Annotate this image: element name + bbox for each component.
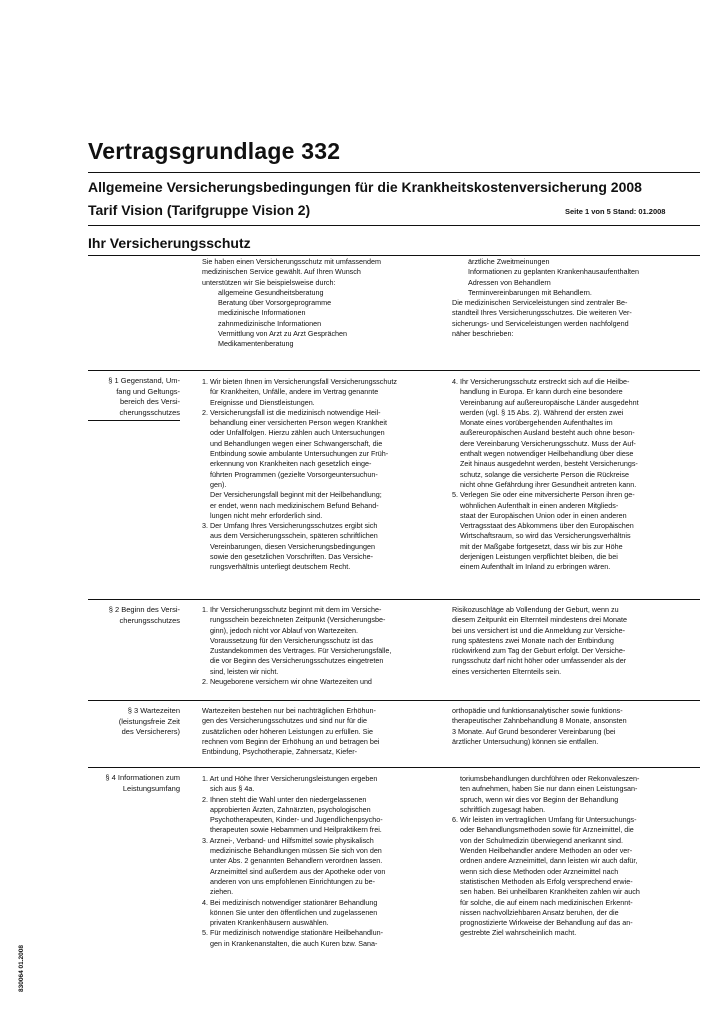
section-divider bbox=[88, 370, 700, 371]
document-title: Vertragsgrundlage 332 bbox=[88, 138, 341, 164]
text-line: rung spätestens zwei Monate nach der Entbindung bbox=[452, 635, 614, 645]
text-line: lungen nicht mehr erforderlich sind. bbox=[210, 510, 323, 520]
list-item: zahnmedizinische Informationen bbox=[218, 318, 322, 328]
text-line: sind, leisten wir nicht. bbox=[210, 666, 279, 676]
text-line: mit der Maßgabe fortgesetzt, dass wir bis zur Höhe bbox=[460, 541, 623, 551]
text-line: Die medizinischen Serviceleistungen sind zentraler Be- bbox=[452, 298, 628, 308]
text-line: sich aus § 4a. bbox=[210, 784, 255, 794]
text-line: eines versicherten Elternteils sein. bbox=[452, 666, 562, 676]
text-line: sen haben. Bei unheilbaren Krankheiten zahlen wir auch bbox=[460, 887, 640, 897]
section-1-left bbox=[202, 377, 397, 573]
section-label-2 bbox=[88, 605, 180, 626]
text-line: gen des Versicherungsschutzes und sind nur für die bbox=[202, 716, 368, 726]
text-line: 3 Monate. Auf Grund besonderer Vereinbarung (bei bbox=[452, 726, 616, 736]
text-line: therapeuten sowie Hebammen und Heilpraktikern frei. bbox=[210, 825, 382, 835]
label-line: § 1 Gegenstand, Um- bbox=[108, 376, 180, 385]
text-line: nicht ohne Gefährdung ihrer Gesundheit antreten kann. bbox=[460, 479, 637, 489]
text-line: Vereinbarung auf außereuropäische Länder ausgedehnt bbox=[460, 397, 639, 407]
section-title: Ihr Versicherungsschutz bbox=[88, 235, 251, 251]
text-line: medizinische Behandlungen müssen Sie sich von den bbox=[210, 846, 382, 856]
text-line: rückwirkend zum Tag der Geburt erfolgt. Der Versiche- bbox=[452, 646, 626, 656]
list-item: Terminvereinbarungen mit Behandlern. bbox=[468, 287, 592, 297]
text-line: Wartezeiten bestehen nur bei nachträglichen Erhöhun- bbox=[202, 706, 376, 715]
section-4-left bbox=[202, 774, 385, 949]
text-line: enthalt wegen notwendiger Heilbehandlung über diese bbox=[460, 449, 634, 459]
text-line: prognostizierte Wirkweise der Behandlung auf das an- bbox=[460, 918, 633, 928]
text-line: ginn), jedoch nicht vor Ablauf von Wartezeiten. bbox=[210, 625, 358, 635]
text-line: Monate eines vorübergehenden Aufenthaltes im bbox=[460, 418, 613, 428]
label-line: § 3 Wartezeiten bbox=[127, 706, 180, 715]
text-line: einem Aufenthalt im Inland zu erbringen wären. bbox=[460, 562, 611, 572]
text-line: ärztlicher Untersuchung) können sie entfallen. bbox=[452, 736, 599, 746]
text-line: von der Schulmedizin überwiegend anerkannt sind. bbox=[460, 835, 624, 845]
text-line: rungsverhältnis unterliegt deutschem Recht. bbox=[210, 562, 351, 572]
text-line: rechnen vom Beginn der Erhöhung an und betragen bei bbox=[202, 736, 380, 746]
tarif-rule bbox=[88, 225, 700, 226]
label-line: cherungsschutzes bbox=[119, 407, 180, 417]
text-line: Entbindung, Psychotherapie, Zahnersatz, Kiefer- bbox=[202, 747, 358, 757]
list-item: medizinische Informationen bbox=[218, 308, 306, 318]
text-line: Psychotherapeuten, Kinder- und Jugendlichenpsycho- bbox=[210, 815, 383, 825]
text-line: können Sie unter den öffentlichen und zugelassenen bbox=[210, 907, 378, 917]
text-line: therapeutischer Zahnbehandlung 8 Monate, ansonsten bbox=[452, 716, 627, 726]
label-line: cherungsschutzes bbox=[119, 615, 180, 625]
text-line: 5. Verlegen Sie oder eine mitversicherte Person ihren ge- bbox=[452, 490, 635, 500]
text-line: Der Versicherungsfall beginnt mit der Heilbehandlung; bbox=[210, 490, 382, 500]
text-line: sowie den gesetzlichen Vorschriften. Das Versiche- bbox=[210, 552, 373, 562]
text-line: oder Unfallfolgen. Hierzu zählen auch Untersuchungen bbox=[210, 428, 385, 438]
text-line: Wirtschaftsraum, so wird das Versicherungsverhältnis bbox=[460, 531, 631, 541]
margin-code: 830064 01.2008 bbox=[18, 945, 25, 992]
label-line: Leistungsumfang bbox=[122, 783, 180, 793]
label-line: § 4 Informationen zum bbox=[105, 773, 180, 782]
text-line: staat der Europäischen Union oder in einen anderen bbox=[460, 510, 627, 520]
section-1-right bbox=[452, 377, 639, 573]
text-line: gen). bbox=[210, 479, 227, 489]
section-label-3 bbox=[88, 706, 180, 738]
section-3-left bbox=[202, 706, 379, 757]
text-line: diesem Zeitpunkt ein Elternteil mindestens drei Monate bbox=[452, 615, 627, 625]
text-line: Sie haben einen Versicherungsschutz mit umfassendem bbox=[202, 257, 381, 266]
text-line: Voraussetzung für den Versicherungsschutz ist das bbox=[210, 635, 374, 645]
text-line: Arzneimittel sind außerdem aus der Apotheke oder von bbox=[210, 866, 386, 876]
list-item: ärztliche Zweitmeinungen bbox=[468, 257, 550, 266]
section-rule bbox=[88, 255, 700, 256]
text-line: 1. Wir bieten Ihnen im Versicherungsfall Versicherungsschutz bbox=[202, 377, 397, 386]
text-line: oder Behandlungsmethoden sowie für Arzneimittel, die bbox=[460, 825, 634, 835]
section-label-4 bbox=[88, 773, 180, 794]
label-line: fang und Geltungs- bbox=[116, 386, 180, 396]
text-line: erkennung von Krankheiten nach gesetzlich einge- bbox=[210, 459, 372, 469]
section-divider bbox=[88, 767, 700, 768]
text-line: die vor Beginn des Versicherungsschutzes eingetreten bbox=[210, 656, 384, 666]
section-label-1 bbox=[88, 376, 180, 418]
list-item: Beratung über Vorsorgeprogramme bbox=[218, 298, 332, 308]
text-line: schriftlich zugesagt haben. bbox=[460, 804, 546, 814]
text-line: rungsschutz darf nicht höher oder umfassender als der bbox=[452, 656, 627, 666]
text-line: privaten Krankenhäusern auswählen. bbox=[210, 918, 329, 928]
text-line: ten aufnehmen, haben Sie nur dann einen Leistungsan- bbox=[460, 784, 638, 794]
text-line: näher beschrieben: bbox=[452, 329, 514, 339]
header-rule bbox=[88, 172, 700, 173]
list-item: allgemeine Gesundheitsberatung bbox=[218, 287, 324, 297]
text-line: approbierten Ärzten, Zahnärzten, psychologischen bbox=[210, 804, 371, 814]
text-line: Wenden Heilbehandler andere Methoden an oder ver- bbox=[460, 846, 633, 856]
text-line: Vertragsstaat des Abkommens über den Europäischen bbox=[460, 521, 634, 531]
section-4-right bbox=[452, 774, 640, 939]
section-divider bbox=[88, 599, 700, 600]
text-line: 4. Bei medizinisch notwendiger stationärer Behandlung bbox=[202, 897, 378, 907]
label-line: § 2 Beginn des Versi- bbox=[108, 605, 180, 614]
list-item: Informationen zu geplanten Krankenhausaufenthalten bbox=[468, 267, 640, 277]
section-divider bbox=[88, 700, 700, 701]
text-line: gestrebte Ziel wahrscheinlich macht. bbox=[460, 928, 577, 938]
text-line: 2. Neugeborene versichern wir ohne Wartezeiten und bbox=[202, 677, 372, 687]
text-line: toriumsbehandlungen durchführen oder Rekonvaleszen- bbox=[460, 774, 640, 783]
text-line: ordnen andere Arzneimittel, dann leisten wir auch dafür, bbox=[460, 856, 638, 866]
text-line: 2. Ihnen steht die Wahl unter den niedergelassenen bbox=[202, 794, 367, 804]
page-info: Seite 1 von 5 Stand: 01.2008 bbox=[565, 207, 666, 216]
text-line: dere Vereinbarung Versicherungsschutz. Muss der Auf- bbox=[460, 438, 636, 448]
intro-right bbox=[452, 257, 639, 339]
text-line: handlung in Europa. Er kann durch eine besondere bbox=[460, 387, 623, 397]
section-2-right bbox=[452, 605, 627, 677]
text-line: Zustandekommen des Vertrages. Für Versicherungsfälle, bbox=[210, 646, 392, 656]
list-item: Adressen von Behandlern bbox=[468, 277, 551, 287]
text-line: sicherungs- und Serviceleistungen werden nachfolgend bbox=[452, 318, 629, 328]
text-line: 5. Für medizinisch notwendige stationäre Heilbehandlun- bbox=[202, 928, 383, 938]
document-subtitle: Allgemeine Versicherungsbedingungen für die Krankheitskostenversicherung 2008 bbox=[88, 179, 642, 195]
text-line: standteil Ihres Versicherungsschutzes. Die weiteren Ver- bbox=[452, 308, 632, 318]
text-line: medizinischen Service gewählt. Auf Ihren Wunsch bbox=[202, 267, 361, 277]
text-line: spruch, wenn wir dies vor Beginn der Behandlung bbox=[460, 794, 619, 804]
text-line: nissen nachvollziehbaren Ansatz beruhen, der die bbox=[460, 907, 619, 917]
label-line: des Versicherers) bbox=[121, 727, 180, 736]
text-line: Risikozuschläge ab Vollendung der Geburt, wenn zu bbox=[452, 605, 619, 614]
text-line: Entbindung sowie ambulante Untersuchungen zur Früh- bbox=[210, 449, 389, 459]
text-line: unter Abs. 2 genannten Behandlern verordnen lassen. bbox=[210, 856, 383, 866]
text-line: 1. Art und Höhe Ihrer Versicherungsleistungen ergeben bbox=[202, 774, 378, 783]
text-line: und Behandlungen wegen einer Schwangerschaft, die bbox=[210, 438, 383, 448]
text-line: Ereignisse und Dienstleistungen. bbox=[210, 397, 315, 407]
section-3-right bbox=[452, 706, 627, 747]
text-line: statistischen Methoden als Erfolg versprechend erwie- bbox=[460, 876, 633, 886]
list-item: Vermittlung von Arzt zu Arzt Gesprächen bbox=[218, 329, 348, 339]
text-line: 4. Ihr Versicherungsschutz erstreckt sich auf die Heilbe- bbox=[452, 377, 630, 386]
section-2-left bbox=[202, 605, 391, 687]
list-item: Medikamentenberatung bbox=[218, 339, 294, 349]
text-line: aus dem Versicherungsschein, späteren schriftlichen bbox=[210, 531, 378, 541]
text-line: anderen von uns empfohlenen Einrichtungen zu be- bbox=[210, 876, 376, 886]
text-line: er endet, wenn nach medizinischem Befund Behand- bbox=[210, 500, 379, 510]
text-line: ziehen. bbox=[210, 887, 234, 897]
text-line: wöhnlichen Aufenthalt in einen anderen Mitglieds- bbox=[460, 500, 619, 510]
text-line: orthopädie und funktionsanalytischer sowie funktions- bbox=[452, 706, 623, 715]
text-line: schutz, solange die versicherte Person die Rückreise bbox=[460, 469, 629, 479]
label-line: (leistungsfreie Zeit bbox=[118, 716, 180, 726]
text-line: 3. Arznei-, Verband- und Hilfsmittel sowie physikalisch bbox=[202, 835, 374, 845]
text-line: Vereinbarungen, diesen Versicherungsbedingungen bbox=[210, 541, 376, 551]
text-line: Zeit hinaus ausgedehnt werden, besteht Versicherungs- bbox=[460, 459, 638, 469]
text-line: rungsschein bezeichneten Zeitpunkt (Versicherungsbe- bbox=[210, 615, 386, 625]
intro-left bbox=[202, 257, 381, 350]
text-line: gen in Krankenanstalten, die auch Kuren bzw. Sana- bbox=[210, 938, 378, 948]
text-line: 2. Versicherungsfall ist die medizinisch notwendige Heil- bbox=[202, 407, 381, 417]
text-line: werden (vgl. § 15 Abs. 2). Während der ersten zwei bbox=[460, 407, 624, 417]
text-line: für solche, die auf einem nach medizinischen Erkennt- bbox=[460, 897, 633, 907]
text-line: 6. Wir leisten im vertraglichen Umfang für Untersuchungs- bbox=[452, 815, 637, 825]
text-line: wenn sich diese Methoden oder Arzneimittel nach bbox=[460, 866, 619, 876]
text-line: außereuropäischen Ausland besteht auch ohne beson- bbox=[460, 428, 635, 438]
label-line: bereich des Versi- bbox=[119, 397, 180, 406]
tarif-name: Tarif Vision (Tarifgruppe Vision 2) bbox=[88, 202, 311, 218]
label-underline bbox=[88, 420, 180, 421]
text-line: 1. Ihr Versicherungsschutz beginnt mit dem im Versiche- bbox=[202, 605, 382, 614]
text-line: führten Programmen (gezielte Vorsorgeuntersuchun- bbox=[210, 469, 378, 479]
text-line: 3. Der Umfang Ihres Versicherungsschutzes ergibt sich bbox=[202, 521, 378, 531]
text-line: für Krankheiten, Unfälle, andere im Vertrag genannte bbox=[210, 387, 379, 397]
text-line: behandlung einer versicherten Person wegen Krankheit bbox=[210, 418, 388, 428]
text-line: unterstützen wir Sie beispielsweise durch: bbox=[202, 277, 336, 287]
text-line: derjenigen Leistungen verpflichtet bleiben, die bei bbox=[460, 552, 618, 562]
text-line: bei uns versichert ist und die Anmeldung zur Versiche- bbox=[452, 625, 625, 635]
text-line: zusätzlichen oder höheren Leistungen zu erfüllen. Sie bbox=[202, 726, 374, 736]
